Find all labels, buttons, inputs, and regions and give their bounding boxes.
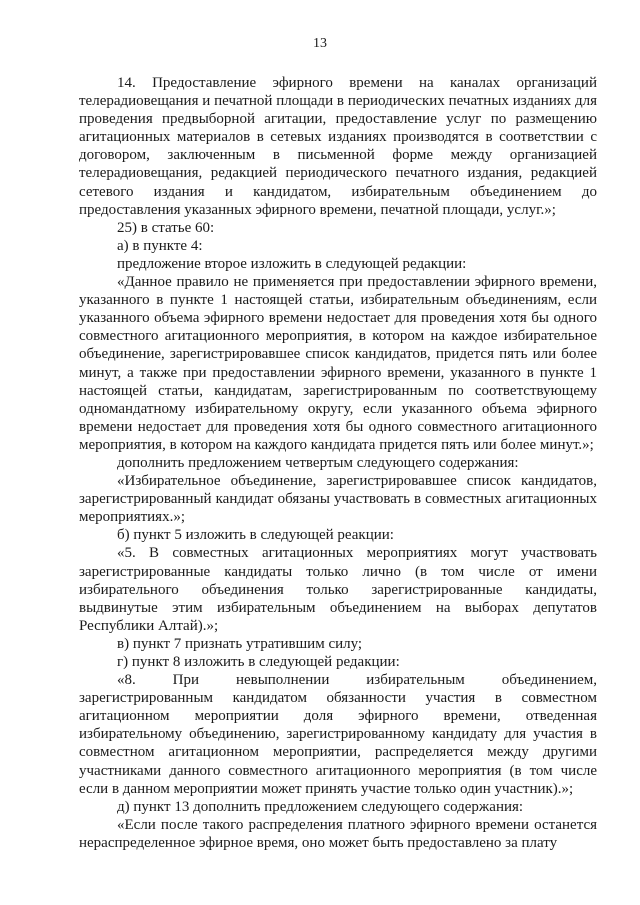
quoted-text: «Если после такого распределения платного эфирного времени останется нераспределенное эфирное время, оно может быть предоставлено за плату — [79, 816, 597, 851]
page-number: 13 — [313, 36, 327, 51]
document-body — [79, 74, 597, 852]
paragraph-item-25: 25) в статье 60: — [117, 219, 215, 236]
subparagraph-g: г) пункт 8 изложить в следующей редакции: — [117, 654, 400, 670]
paragraph-instruction: дополнить предложением четвертым следующего содержания: — [117, 454, 519, 471]
subparagraph-b: б) пункт 5 изложить в следующей реакции: — [117, 527, 394, 544]
paragraph-instruction: предложение второе изложить в следующей редакции: — [117, 255, 467, 272]
quoted-text: «Избирательное объединение, зарегистрировавшее список кандидатов, зарегистрированный кандидат обязаны участвовать в совместных агитационных мероприятиях.»; — [79, 473, 597, 526]
subparagraph-d: д) пункт 13 дополнить предложением следующего содержания: — [117, 798, 524, 815]
quoted-text: «Данное правило не применяется при предоставлении эфирного времени, указанного в пункте 1 настоящей статьи, избирательным объединениям, если указанного объема эфирного времени недостает для проведения хотя бы одного совместного агитационного мероприятия, в котором на каждое избирательное объединение, зарегистрировавшее список кандидатов, придется пять или более минут, а также при предоставлении эфирного времени, указанного в пункте 1 настоящей статьи, кандидатам, зарегистрированным по соответствующему одномандатному избирательному округу, если указанного объема эфирного времени недостает для проведения хотя бы одного совместного агитационного мероприятия, в котором на каждого кандидата придется пять или более минут.»; — [79, 274, 597, 453]
quoted-text: «5. В совместных агитационных мероприятиях могут участвовать зарегистрированные кандидаты только лично (в том числе от имени избирательного объединения только зарегистрированные кандидаты, выдвинутые этим избирательным объединением на выборах депутатов Республики Алтай).»; — [79, 545, 597, 634]
paragraph-item-14: 14. Предоставление эфирного времени на каналах организаций телерадиовещания и печатной площади в периодических печатных изданиях для проведения предвыборной агитации, предоставление услуг по размещению агитационных материалов в сетевых изданиях производятся в соответствии с договором, заключенным в письменной форме между организацией телерадиовещания, редакцией периодического печатного издания, редакцией сетевого издания и кандидатом, избирательным объединением до предоставления указанных эфирного времени, печатной площади, услуг.»; — [79, 75, 597, 218]
subparagraph-v: в) пункт 7 признать утратившим силу; — [117, 635, 363, 652]
subparagraph-a: а) в пункте 4: — [117, 237, 203, 254]
quoted-text: «8. При невыполнении избирательным объединением, зарегистрированным кандидатом обязанности участия в совместном агитационном мероприятии доля эфирного времени, отведенная избирательному объединению, зарегистрированному кандидату для участия в совместном агитационном мероприятии, распределяется между другими участниками данного совместного агитационного мероприятия (в том числе если в данном мероприятии может принять участие только один участник).»; — [79, 672, 597, 797]
